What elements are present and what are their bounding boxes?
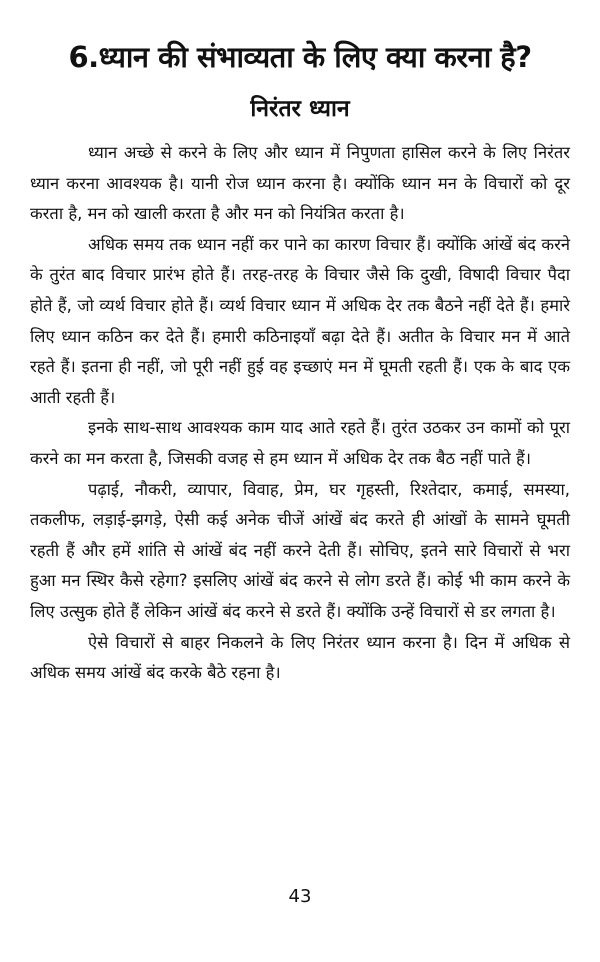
paragraph: ऐसे विचारों से बाहर निकलने के लिए निरंतर ध्यान करना है। दिन में अधिक से अधिक समय आंखें बंद करके बैठे रहना है।	[30, 632, 570, 683]
body-text	[30, 138, 570, 689]
chapter-title: 6.ध्यान की संभाव्यता के लिए क्या करना है?	[68, 40, 532, 74]
paragraph: अधिक समय तक ध्यान नहीं कर पाने का कारण विचार हैं। क्योंकि आंखें बंद करने के तुरंत बाद विचार प्रारंभ होते हैं। तरह-तरह के विचार जैसे कि दुखी, विषादी विचार पैदा होते हैं, जो व्यर्थ विचार होते हैं। व्यर्थ विचार ध्यान में अधिक देर तक बैठने नहीं देते हैं। हमारे लिए ध्यान कठिन कर देते हैं। हमारी कठिनाइयाँ बढ़ा देते हैं। अतीत के विचार मन में आते रहते हैं। इतना ही नहीं, जो पूरी नहीं हुई वह इच्छाएं मन में घूमती रहती हैं। एक के बाद एक आती रहती हैं।	[30, 234, 570, 407]
section-heading: निरंतर ध्यान	[250, 96, 350, 122]
paragraph: ध्यान अच्छे से करने के लिए और ध्यान में निपुणता हासिल करने के लिए निरंतर ध्यान करना आवश्यक है। यानी रोज ध्यान करना है। क्योंकि ध्यान मन के विचारों को दूर करता है, मन को खाली करता है और मन को नियंत्रित करता है।	[30, 143, 570, 224]
paragraph: इनके साथ-साथ आवश्यक काम याद आते रहते हैं। तुरंत उठकर उन कामों को पूरा करने का मन करता है, जिसकी वजह से हम ध्यान में अधिक देर तक बैठ नहीं पाते हैं।	[30, 418, 570, 468]
paragraph: पढ़ाई, नौकरी, व्यापार, विवाह, प्रेम, घर गृहस्ती, रिश्तेदार, कमाई, समस्या, तकलीफ, लड़ाई-झगड़े, ऐसी कई अनेक चीजें आंखें बंद करते ही आंखों के सामने घूमती रहती हैं और हमें शांति से आंखें बंद नहीं करने देती हैं। सोचिए, इतने सारे विचारों से भरा हुआ मन स्थिर कैसे रहेगा? इसलिए आंखें बंद करने से लोग डरते हैं। कोई भी काम करने के लिए उत्सुक होते हैं लेकिन आंखें बंद करने से डरते हैं। क्योंकि उन्हें विचारों से डर लगता है।	[30, 479, 570, 621]
page-number: 43	[288, 886, 312, 907]
